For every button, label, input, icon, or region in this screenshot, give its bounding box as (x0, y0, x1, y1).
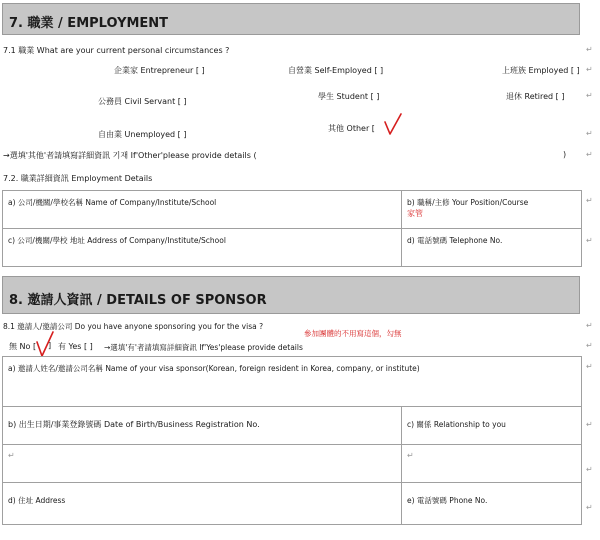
option-no-close: ] (48, 341, 52, 350)
paragraph-mark: ↵ (586, 420, 593, 429)
sponsor-name-cell[interactable] (3, 357, 582, 407)
other-details-close: ) (563, 150, 567, 159)
sponsor-address-cell[interactable] (3, 483, 402, 525)
yes-details-label: →選填'有'者請填寫詳細資訊 If'Yes'please provide details (104, 343, 303, 352)
option-civil-servant[interactable]: 公務員 Civil Servant [ ] (98, 97, 187, 106)
other-details-label: →選填'其他'者請填寫詳細資訊 기재 If'Other'please provide details ( (3, 151, 257, 160)
company-name-cell[interactable] (3, 191, 402, 229)
question-8-1: 8.1 邀請人/邀請公司 Do you have anyone sponsoring you for the visa ? (3, 322, 264, 331)
option-retired[interactable]: 退休 Retired [ ] (506, 92, 565, 101)
option-unemployed[interactable]: 自由業 Unemployed [ ] (98, 130, 187, 139)
option-self-employed[interactable]: 自營業 Self-Employed [ ] (288, 66, 384, 75)
section-8-title: 8. 邀請人資訊 / DETAILS OF SPONSOR (9, 293, 267, 308)
telephone-cell[interactable] (402, 229, 582, 267)
company-name-label: a) 公司/機關/學校名稱 Name of Company/Institute/School (8, 198, 217, 207)
paragraph-mark: ↵ (586, 91, 593, 100)
telephone-label: d) 電話號碼 Telephone No. (407, 236, 503, 245)
sponsor-phone-label: e) 電話號碼 Phone No. (407, 496, 488, 505)
section-7-header (2, 3, 580, 35)
annotation-note: 參加團體的不用寫這個，勾無 (304, 329, 402, 338)
sponsor-details-table (2, 356, 582, 525)
paragraph-mark: ↵ (586, 129, 593, 138)
employment-details-table (2, 190, 582, 267)
option-yes[interactable]: 有 Yes [ ] (58, 342, 93, 351)
position-cell[interactable] (402, 191, 582, 229)
paragraph-mark: ↵ (586, 150, 593, 159)
paragraph-mark: ↵ (586, 321, 593, 330)
paragraph-mark: ↵ (586, 465, 593, 474)
question-7-1: 7.1 職業 What are your current personal circumstances ? (3, 46, 230, 55)
paragraph-mark: ↵ (586, 196, 593, 205)
option-entrepreneur[interactable]: 企業家 Entrepreneur [ ] (114, 66, 205, 75)
dob-cell[interactable] (3, 407, 402, 445)
blank-cell-left[interactable] (3, 445, 402, 483)
paragraph-mark: ↵ (8, 451, 15, 460)
option-student[interactable]: 學生 Student [ ] (318, 92, 380, 101)
section-8-header (2, 276, 580, 314)
company-address-label: c) 公司/機關/學校 地址 Address of Company/Institute/School (8, 236, 226, 245)
paragraph-mark: ↵ (586, 236, 593, 245)
checkmark-other-icon (382, 112, 404, 138)
dob-label: b) 出生日期/事業登錄號碼 Date of Birth/Business Registration No. (8, 420, 260, 429)
paragraph-mark: ↵ (586, 503, 593, 512)
sponsor-name-label: a) 邀請人姓名/邀請公司名稱 Name of your visa sponsor(Korean, foreign resident in Korea, company, or institute) (8, 364, 420, 373)
section-7-title: 7. 職業 / EMPLOYMENT (9, 16, 169, 31)
paragraph-mark: ↵ (586, 341, 593, 350)
sponsor-phone-cell[interactable] (402, 483, 582, 525)
paragraph-mark: ↵ (407, 451, 414, 460)
sponsor-address-label: d) 住址 Address (8, 496, 66, 505)
paragraph-mark: ↵ (586, 65, 593, 74)
option-no[interactable]: 無 No [ (9, 342, 37, 351)
relationship-label: c) 關係 Relationship to you (407, 420, 506, 429)
paragraph-mark: ↵ (586, 362, 593, 371)
position-answer: 家管 (407, 209, 423, 218)
option-employed[interactable]: 上班族 Employed [ ] (502, 66, 580, 75)
option-other[interactable]: 其他 Other [ (328, 124, 375, 133)
blank-cell-right[interactable] (402, 445, 582, 483)
company-address-cell[interactable] (3, 229, 402, 267)
question-7-2: 7.2. 職業詳細資訊 Employment Details (3, 174, 153, 183)
position-label: b) 職稱/主修 Your Position/Course (407, 198, 529, 207)
relationship-cell[interactable] (402, 407, 582, 445)
paragraph-mark: ↵ (586, 45, 593, 54)
